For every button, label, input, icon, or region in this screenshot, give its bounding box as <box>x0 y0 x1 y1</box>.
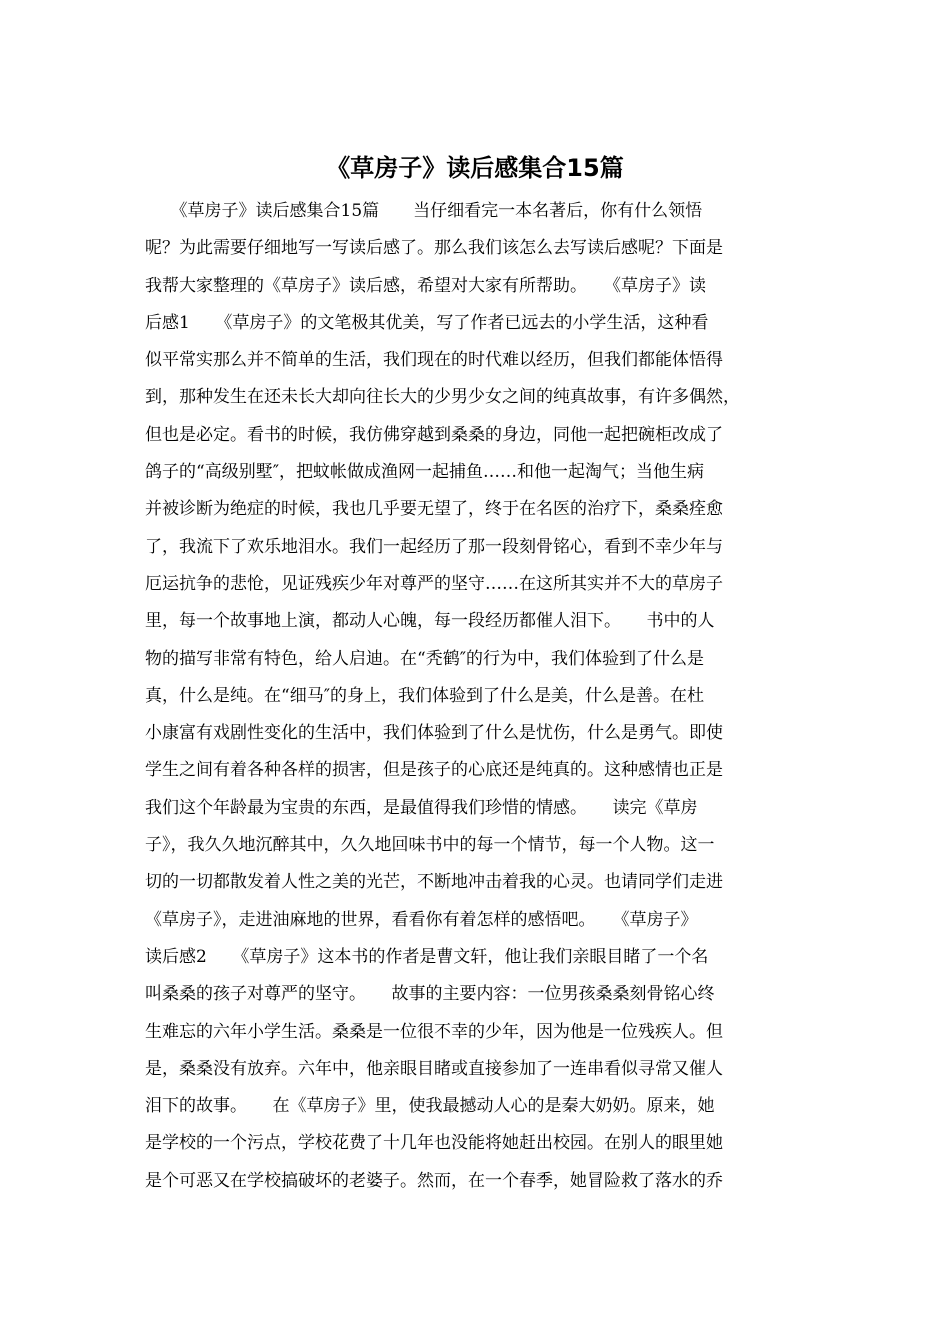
body-line: 小康富有戏剧性变化的生活中，我们体验到了什么是忧伤，什么是勇气。即使 <box>145 723 723 744</box>
body-line: 里，每一个故事地上演，都动人心魄，每一段经历都催人泪下。 书中的人 <box>145 611 715 632</box>
body-line: 我帮大家整理的《草房子》读后感，希望对大家有所帮助。 《草房子》读 <box>145 275 706 296</box>
body-line: 似平常实那么并不简单的生活，我们现在的时代难以经历，但我们都能体悟得 <box>145 350 723 371</box>
body-line: 真，什么是纯。在“细马″的身上，我们体验到了什么是美，什么是善。在杜 <box>145 685 705 706</box>
body-line: 了，我流下了欢乐地泪水。我们一起经历了那一段刻骨铭心，看到不幸少年与 <box>145 536 723 557</box>
body-line: 生难忘的六年小学生活。桑桑是一位很不幸的少年，因为他是一位残疾人。但 <box>145 1021 723 1042</box>
document-title: 《草房子》读后感集合15篇 <box>326 154 624 182</box>
body-line: 但也是必定。看书的时候，我仿佛穿越到桑桑的身边，同他一起把碗柜改成了 <box>145 424 723 445</box>
body-line: 叫桑桑的孩子对尊严的坚守。 故事的主要内容：一位男孩桑桑刻骨铭心终 <box>145 984 715 1005</box>
body-line: 我们这个年龄最为宝贵的东西，是最值得我们珍惜的情感。 读完《草房 <box>145 797 698 818</box>
body-line: 物的描写非常有特色，给人启迪。在“秃鹤″的行为中，我们体验到了什么是 <box>145 648 705 669</box>
body-line: 厄运抗争的悲怆，见证残疾少年对尊严的坚守……在这所其实并不大的草房子 <box>145 573 723 594</box>
body-line: 并被诊断为绝症的时候，我也几乎要无望了，终于在名医的治疗下，桑桑痊愈 <box>145 499 723 520</box>
body-line: 读后感2 《草房子》这本书的作者是曹文轩，他让我们亲眼目睹了一个名 <box>145 946 709 967</box>
body-line: 呢？为此需要仔细地写一写读后感了。那么我们该怎么去写读后感呢？下面是 <box>145 238 723 259</box>
body-line: 是个可恶又在学校搞破坏的老婆子。然而，在一个春季，她冒险救了落水的乔 <box>145 1170 723 1191</box>
document-body <box>145 193 810 1200</box>
body-line: 《草房子》读后感集合15篇 当仔细看完一本名著后，你有什么领悟 <box>145 201 703 221</box>
body-line: 切的一切都散发着人性之美的光芒，不断地冲击着我的心灵。也请同学们走进 <box>145 872 723 893</box>
body-line: 子》，我久久地沉醉其中，久久地回味书中的每一个情节，每一个人物。这一 <box>145 835 715 856</box>
body-line: 泪下的故事。 在《草房子》里，使我最撼动人心的是秦大奶奶。原来，她 <box>145 1096 715 1117</box>
body-line: 学生之间有着各种各样的损害，但是孩子的心底还是纯真的。这种感情也正是 <box>145 760 723 781</box>
body-line: 《草房子》，走进油麻地的世界，看看你有着怎样的感悟吧。 《草房子》 <box>145 909 698 930</box>
body-line: 是学校的一个污点，学校花费了十几年也没能将她赶出校园。在别人的眼里她 <box>145 1133 723 1154</box>
body-line: 鸽子的“高级别墅″，把蚊帐做成渔网一起捕鱼……和他一起淘气；当他生病 <box>145 462 705 483</box>
body-line: 是，桑桑没有放弃。六年中，他亲眼目睹或直接参加了一连串看似寻常又催人 <box>145 1058 723 1079</box>
body-line: 到，那种发生在还未长大却向往长大的少男少女之间的纯真故事，有许多偶然， <box>145 387 740 408</box>
body-line: 后感1 《草房子》的文笔极其优美，写了作者已远去的小学生活，这种看 <box>145 312 709 333</box>
